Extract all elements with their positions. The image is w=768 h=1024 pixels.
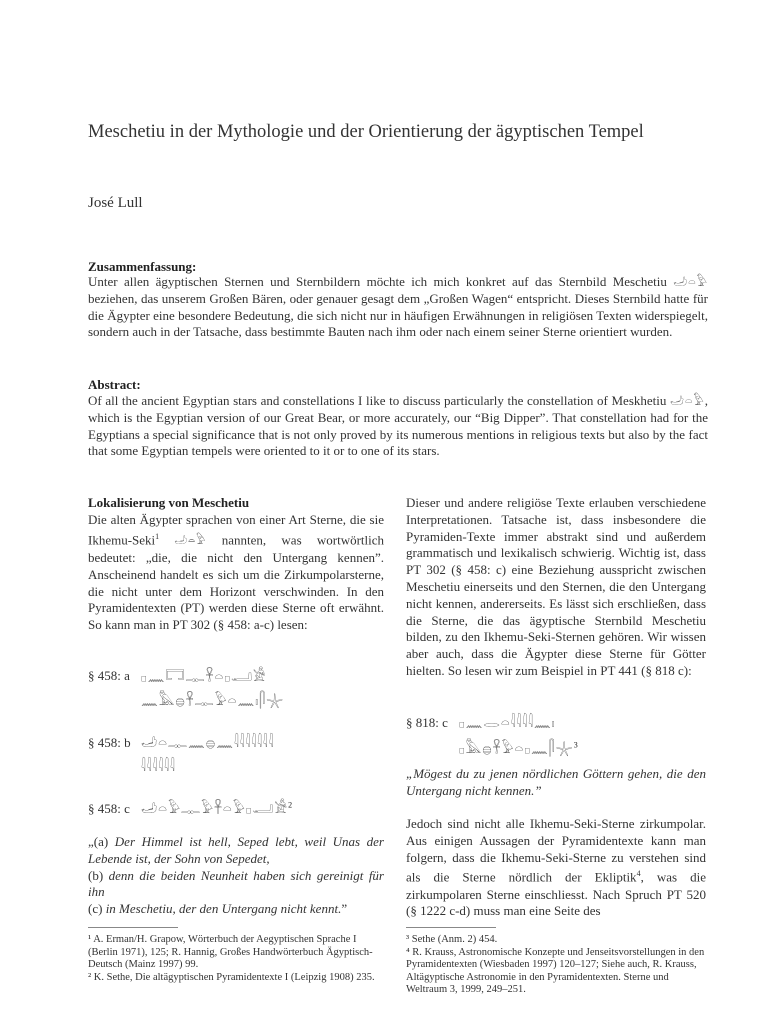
left-p1-a: Die alten Ägypter sprachen von einer Art Sterne, die sie Ikhemu-Seki (88, 512, 384, 548)
right-paragraph-2 (406, 816, 706, 920)
right-p2-a: Jedoch sind nicht alle Ikhemu-Seki-Sterne zirkumpolar. Aus einigen Aussagen der Pyramidentexte kann man folgern, dass die Ikhemu-Seki-Sterne zu verstehen sind als die Sterne nördlich der Ekliptik (406, 816, 706, 885)
meschetiu-hieroglyph-icon: 𓄒𓏏𓅱 (673, 275, 708, 289)
footnotes-left (88, 934, 384, 984)
abstract-heading: Abstract: (88, 377, 141, 392)
abstract-text-2: , which is the Egyptian version of our Great Bear, or more accurately, our “Big Dipper”. That constellation had for the Egyptians a special significance that is not only proved by its numerous mentions in religious texts but also by the fact that some Egyptian tempels were oriented to it or to one of its stars. (88, 393, 709, 459)
hieroglyph-818c-glyphs: 𓊪𓅓𓐍𓋹𓅱𓏏𓊪𓈖𓋴𓇼 (459, 741, 574, 757)
abstract-text-1: Of all the ancient Egyptian stars and constellations I like to discuss particularly the constellation of Meskhetiu (88, 393, 667, 408)
q-b-prefix: (b) (88, 867, 109, 883)
footnote-rule-right (406, 927, 496, 928)
hieroglyph-line-458b-1: 𓄒𓏏𓊃𓈖𓐍𓈖𓇋𓇋𓇋𓇋𓇋𓇋𓇋 (141, 735, 275, 751)
right-paragraph-1: Dieser und andere religiöse Texte erlauben verschiedene Interpretationen. Tatsache ist, dass insbesondere die Pyramiden-Texte immer abstrakt sind und außerdem grammatisch und lexikalisch schwierig. Wichtig ist, dass PT 302 (§ 458: c) eine Beziehung ausspricht zwischen Meschetiu einerseits und den Sternen, die den Untergang nicht kennen, andererseits. Es lässt sich erschließen, dass die Sterne, die das ägyptische Sternbild Meschetiu bilden, zu den Ikhemu-Seki-Sternen gehören. Wir wissen aber auch, dass die Ägypter diese Sterne für Götter hielten. So lesen wir zum Beispiel in PT 441 (§ 818 c): (406, 495, 706, 678)
footnote-2: ² K. Sethe, Die altägyptischen Pyramidentexte I (Leipzig 1908) 235. (88, 971, 375, 983)
q-c-text: in Meschetiu, der den Untergang nicht kennt. (105, 901, 342, 917)
hieroglyph-line-458c (141, 794, 293, 818)
right-p2-b: , was die zirkumpolaren Sterne einschliesst. Nach Spruch PT 520 (§ 1222 c-d) muss man eine Seite des (406, 869, 706, 919)
hieroglyph-line-818c-2 (459, 734, 579, 758)
ikhemu-seki-hieroglyph-icon: 𓄒𓏏𓅱 (174, 534, 207, 548)
zusammenfassung-text-1: Unter allen ägyptischen Sternen und Sternbildern möchte ich mich konkret auf das Sternbild Meschetiu (88, 274, 667, 289)
gloss-label-458a: § 458: a (88, 668, 130, 683)
footnote-4: ⁴ R. Krauss, Astronomische Konzepte und Jenseitsvorstellungen in den Pyramidentexten (Wiesbaden 1997) 120–127; Siehe auch, R. Krauss, Altägyptische Astronomie in den Pyramidentexten. Sterne und Weltraum 3, 1999, 249–251. (406, 946, 705, 995)
pt302-translation (88, 834, 384, 918)
q-a-prefix: „(a) (88, 834, 115, 849)
gloss-label-458c: § 458: c (88, 801, 130, 816)
zusammenfassung-heading: Zusammenfassung: (88, 259, 197, 274)
section-heading-lokalisierung: Lokalisierung von Meschetiu (88, 495, 250, 510)
q-end: ” (341, 901, 348, 917)
q-a-text: Der Himmel ist hell, Seped lebt, weil Unas der Lebende ist, der Sohn von Sepedet, (88, 834, 384, 866)
hieroglyph-line-458b-2: 𓇋𓇋𓇋𓇋𓇋𓇋 (141, 759, 176, 775)
q-b-text: denn die beiden Neunheit haben sich gereinigt für ihn (88, 867, 384, 900)
hieroglyph-458c-glyphs: 𓄒𓏏𓅱𓊃𓅱𓋹𓏏𓅱𓊪𓂝𓀀 (141, 801, 289, 817)
author-name: José Lull (88, 195, 143, 211)
paper-title: Meschetiu in der Mythologie und der Orientierung der ägyptischen Tempel (88, 122, 644, 142)
hieroglyph-line-458a-1: 𓊪𓈖𓉐𓊃𓋹𓏏𓊪𓂝𓀀 (141, 669, 267, 685)
hieroglyph-line-818c-1: 𓊪𓈖𓂋𓏏𓇋𓇋𓇋𓇋𓈖𓏤 (459, 715, 556, 731)
zusammenfassung-text-2: beziehen, das unserem Großen Bären, oder genauer gesagt dem „Großen Wagen“ entspricht. Dieses Sternbild hatte für die Ägypter eine besondere Bedeutung, die sich nicht nur in häufigen Erwähnungen in religiösen Texten widerspiegelt, sondern auch in der Tatsache, dass bestimmte Bauten nach ihm oder nach einem seiner Sterne orientiert wurden. (88, 290, 708, 340)
gloss-label-818c: § 818: c (406, 715, 448, 730)
abstract-text (88, 393, 708, 460)
footnote-1: ¹ A. Erman/H. Grapow, Wörterbuch der Aegyptischen Sprache I (Berlin 1971), 125; R. Hannig, Großes Handwörterbuch Ägyptisch-Deutsch (Mainz 1997) 99. (88, 934, 373, 970)
hieroglyph-line-458a-2: 𓈖𓅓𓐍𓋹𓊃𓅱𓏏𓈖𓏤𓋴𓇼 (141, 693, 285, 709)
footnote-3: ³ Sethe (Anm. 2) 454. (406, 934, 498, 945)
zusammenfassung-text (88, 274, 708, 341)
footnote-ref-2: 2 (288, 800, 294, 810)
left-p1-b: nannten, was wortwörtlich bedeutet: „die, die nicht den Untergang kennen”. Anscheinend handelt es sich um die Zirkumpolarsterne, die nicht unter dem Horizont verschwinden. In den Pyramidentexten (PT) werden diese Sterne oft erwähnt. So kann man in PT 302 (§ 458: a-c) lesen: (88, 532, 385, 633)
meschetiu-hieroglyph-icon: 𓄒𓏏𓅱 (670, 394, 705, 408)
left-paragraph-1 (88, 512, 384, 634)
footnote-ref-3: 3 (573, 740, 579, 750)
footnote-ref-4: 4 (636, 869, 641, 879)
pt441-translation: „Mögest du zu jenen nördlichen Göttern gehen, die den Untergang nicht kennen.” (406, 766, 706, 798)
footnote-rule-left (88, 927, 178, 928)
footnote-ref-1: 1 (155, 531, 160, 541)
footnotes-right (406, 934, 706, 997)
gloss-label-458b: § 458: b (88, 735, 131, 750)
q-c-prefix: (c) (88, 901, 106, 917)
